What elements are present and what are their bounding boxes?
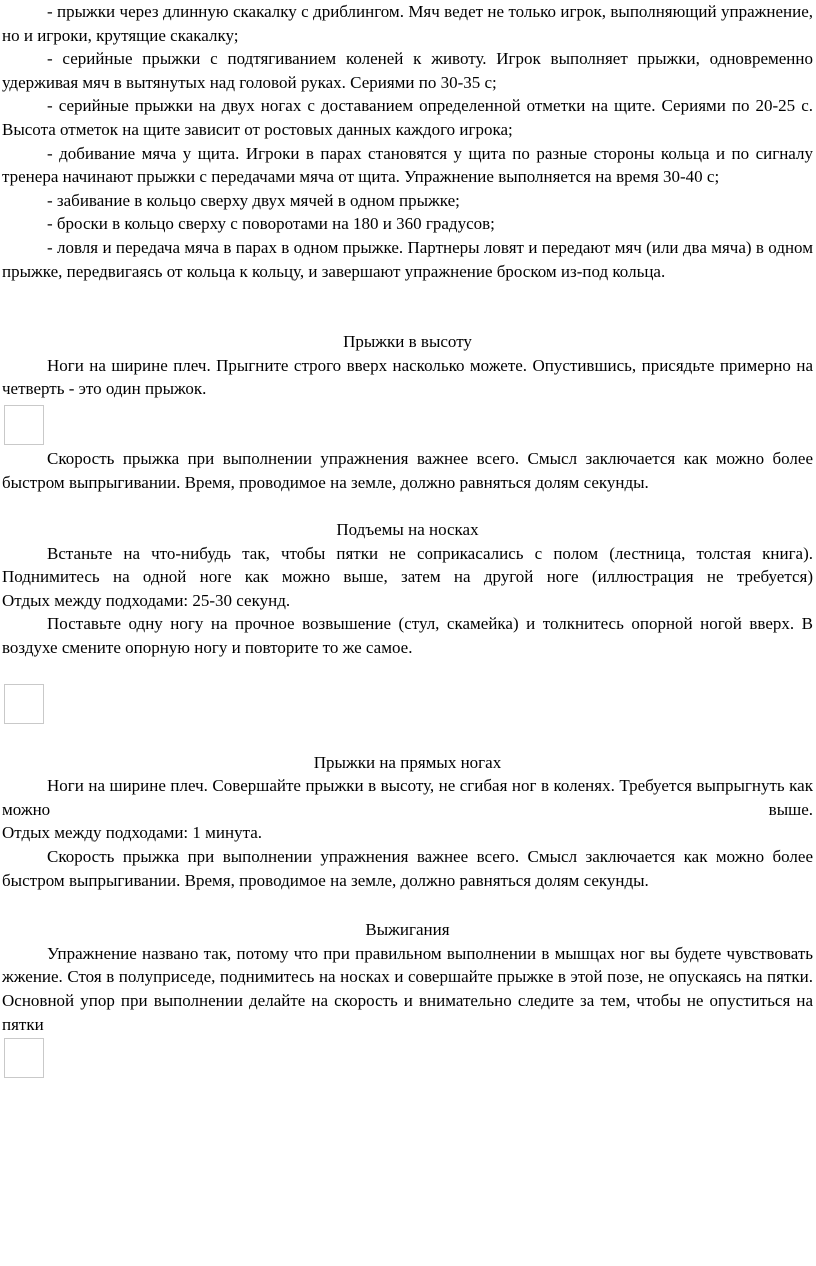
spacer [2,494,813,518]
section-burnouts [2,918,813,1078]
intro-list [2,0,813,283]
list-item: - серийные прыжки на двух ногах с доставанием определенной отметки на щите. Сериями по 20-25 с. Высота отметок на щите зависит от ростовых данных каждого игрока; [2,96,813,139]
list-item: - ловля и передача мяча в парах в одном прыжке. Партнеры ловят и передают мяч (или два мяча) в одном прыжке, передвигаясь от кольца к кольцу, и завершают упражнение броском из-под кольца. [2,237,813,281]
section-straight-leg-jumps [2,751,813,893]
section-calf-raises [2,518,813,724]
rest-note: Отдых между подходами: 25-30 секунд. [2,590,291,610]
rest-note: Отдых между подходами: 1 минута. [2,823,263,843]
section-high-jump [2,330,813,494]
list-item: - прыжки через длинную скакалку с дриблингом. Мяч ведет не только игрок, выполняющий упражнение, но и игроки, крутящие скакалку; [2,2,813,45]
section-title: Прыжки на прямых ногах [313,752,502,772]
section-title: Подъемы на носках [336,520,479,540]
list-item: - серийные прыжки с подтягиванием коленей к животу. Игрок выполняет прыжки, одновременно удерживая мяч в вытянутых над головой руках. Сериями по 30-35 с; [2,49,813,92]
section-title: Выжигания [365,920,450,940]
paragraph: Скорость прыжка при выполнении упражнения важнее всего. Смысл заключается как можно более быстром выпрыгивании. Время, проводимое на земле, должно равняться долям секунды. [2,448,813,492]
spacer [2,283,813,330]
missing-image-placeholder [4,1038,44,1078]
list-item: - броски в кольцо сверху с поворотами на 180 и 360 градусов; [47,214,495,234]
paragraph: Встаньте на что-нибудь так, чтобы пятки не соприкасались с полом (лестница, толстая книга). Поднимитесь на одной ноге как можно выше, затем на другой ноге (иллюстрация не требуется) [2,543,813,587]
paragraph: Ноги на ширине плеч. Прыгните строго вверх насколько можете. Опустившись, присядьте примерно на четверть - это один прыжок. [2,355,813,399]
section-title: Прыжки в высоту [343,332,472,352]
list-item: - забивание в кольцо сверху двух мячей в одном прыжке; [47,190,460,210]
paragraph: Скорость прыжка при выполнении упражнения важнее всего. Смысл заключается как можно более быстром выпрыгивании. Время, проводимое на земле, должно равняться долям секунды. [2,847,813,890]
paragraph: Упражнение названо так, потому что при правильном выполнении в мышцах ног вы будете чувствовать жжение. Стоя в полуприседе, поднимитесь на носках и совершайте прыжке в этой позе, не опускаясь на пятки. Основной упор при выполнении делайте на скорость и внимательно следите за тем, чтобы не опуститься на пятки [2,943,813,1034]
paragraph: Ноги на ширине плеч. Совершайте прыжки в высоту, не сгибая ног в коленях. Требуется выпрыгнуть как можно выше. [2,776,813,819]
list-item: - добивание мяча у щита. Игроки в парах становятся у щита по разные стороны кольца и по сигналу тренера начинают прыжки с передачами мяча от щита. Упражнение выполняется на время 30-40 с; [2,143,813,187]
paragraph: Поставьте одну ногу на прочное возвышение (стул, скамейка) и толкнитесь опорной ногой вверх. В воздухе смените опорную ногу и повторите то же самое. [2,614,813,658]
spacer [2,892,813,918]
missing-image-placeholder [4,684,44,724]
spacer [2,724,813,751]
missing-image-placeholder [4,405,44,445]
